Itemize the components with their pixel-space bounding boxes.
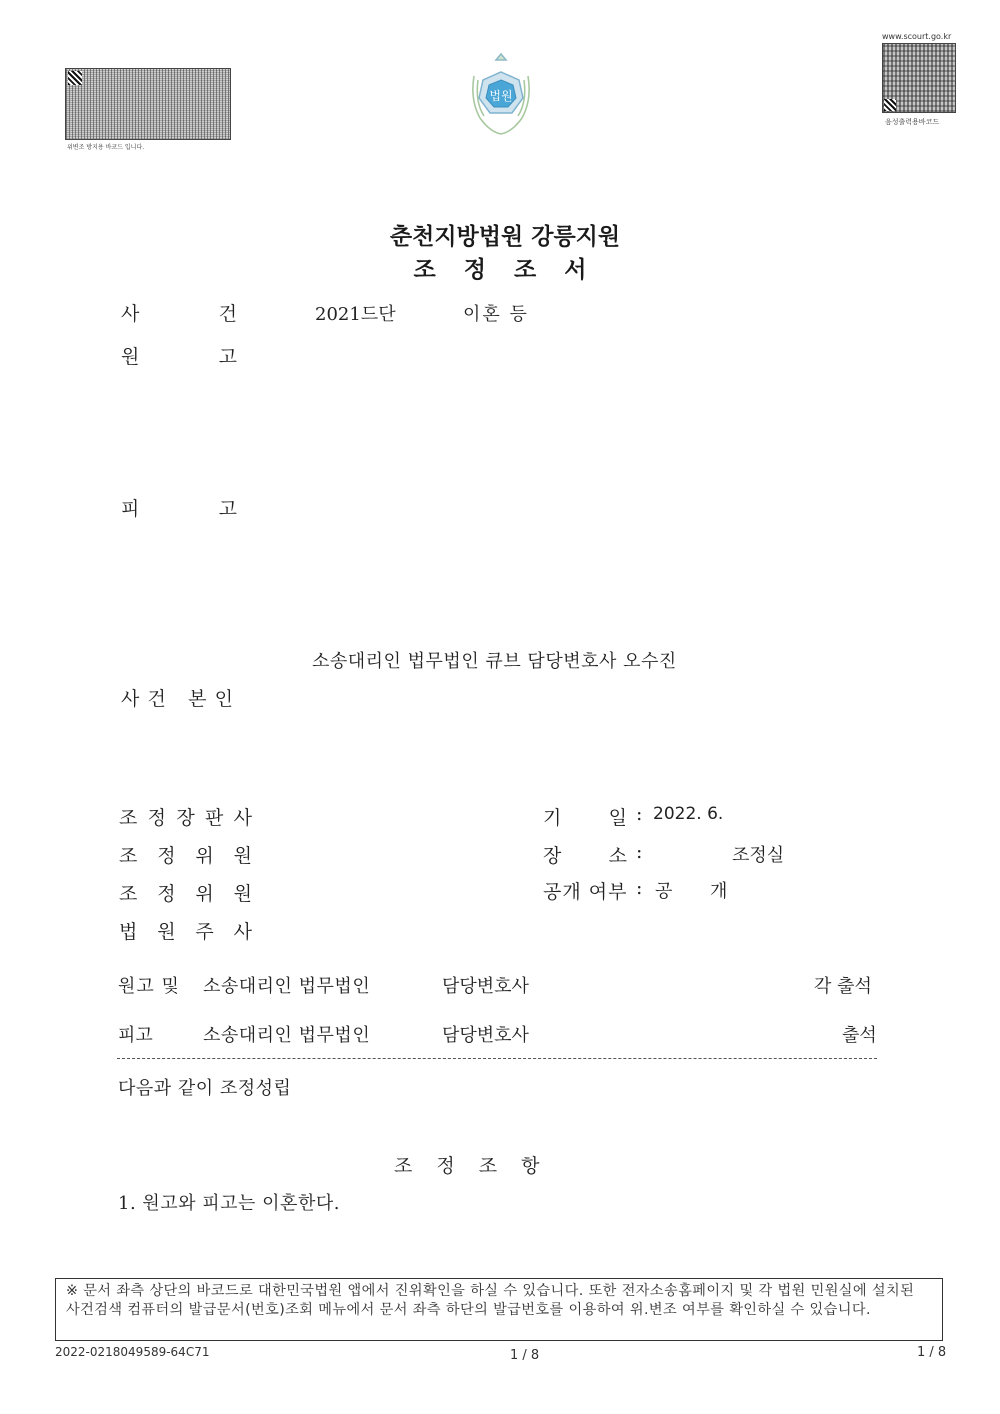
- defendant-attendance-status: 출석: [842, 1025, 877, 1046]
- mediation-term-1: 1. 원고와 피고는 이혼한다.: [118, 1193, 340, 1214]
- public-colon: :: [636, 877, 643, 899]
- case-name: 이혼 등: [463, 304, 529, 325]
- representative-text: 소송대리인 법무법인 큐브 담당변호사 오수진: [312, 651, 677, 672]
- date-label: 기 일: [543, 807, 627, 829]
- place-colon: :: [636, 841, 643, 863]
- defendant-side-label: 피고: [118, 1025, 153, 1046]
- mediation-terms-title: 조 정 조 항: [394, 1155, 549, 1177]
- chief-judge-label: 조 정 장 판 사: [119, 807, 252, 829]
- site-url: www.scourt.go.kr: [882, 32, 952, 41]
- dashed-divider: [117, 1058, 877, 1059]
- public-value-1: 공: [655, 881, 673, 902]
- plaintiff-side-label: 원고 및: [118, 976, 180, 997]
- defendant-lawyer-label: 담당변호사: [442, 1025, 529, 1046]
- issue-number: 2022-0218049589-64C71: [55, 1345, 210, 1359]
- page-number-center: 1 / 8: [510, 1348, 540, 1363]
- place-label: 장 소: [543, 845, 627, 867]
- plaintiff-rep-label: 소송대리인 법무법인: [203, 976, 371, 997]
- public-label: 공개 여부: [543, 881, 628, 903]
- court-emblem-icon: [462, 50, 540, 136]
- barcode-caption: 위변조 방지용 바코드 입니다.: [67, 144, 145, 151]
- mediator-label-2: 조 정 위 원: [119, 883, 252, 905]
- defendant-rep-label: 소송대리인 법무법인: [203, 1025, 371, 1046]
- document-title: 조 정 조 서: [413, 257, 597, 283]
- public-value-2: 개: [710, 881, 728, 902]
- anti-forgery-barcode: [65, 68, 231, 140]
- plaintiff-label: 원 고: [121, 346, 237, 368]
- defendant-label: 피 고: [121, 498, 237, 520]
- mediator-label-1: 조 정 위 원: [119, 845, 252, 867]
- date-colon: :: [636, 803, 643, 825]
- principal-label: 사 건 본 인: [121, 688, 233, 710]
- verification-notice: ※ 문서 좌측 상단의 바코드로 대한민국법원 앱에서 진위확인을 하실 수 있습니다. 또한 전자소송홈페이지 및 각 법원 민원실에 설치된 사건검색 컴퓨터의 발급문서(번호)조회 메뉴에서 문서 좌측 하단의 발급번호를 이용하여 위.변조 여부를 확인하실 수 있습니다.: [55, 1278, 943, 1341]
- emblem-label: 법원: [489, 89, 513, 103]
- case-label: 사 건: [121, 303, 237, 325]
- clerk-label: 법 원 주 사: [119, 921, 252, 943]
- qr-code: [882, 43, 956, 113]
- place-value: 조정실: [732, 845, 785, 866]
- page-number-right: 1 / 8: [917, 1345, 947, 1360]
- case-number: 2021드단: [315, 304, 396, 325]
- date-value: 2022. 6.: [653, 804, 724, 824]
- mediation-statement: 다음과 같이 조정성립: [118, 1078, 292, 1099]
- plaintiff-attendance-status: 각 출석: [814, 976, 872, 997]
- qr-caption: 음성출력용바코드: [885, 118, 940, 126]
- plaintiff-lawyer-label: 담당변호사: [442, 976, 529, 997]
- court-name: 춘천지방법원 강릉지원: [389, 224, 621, 250]
